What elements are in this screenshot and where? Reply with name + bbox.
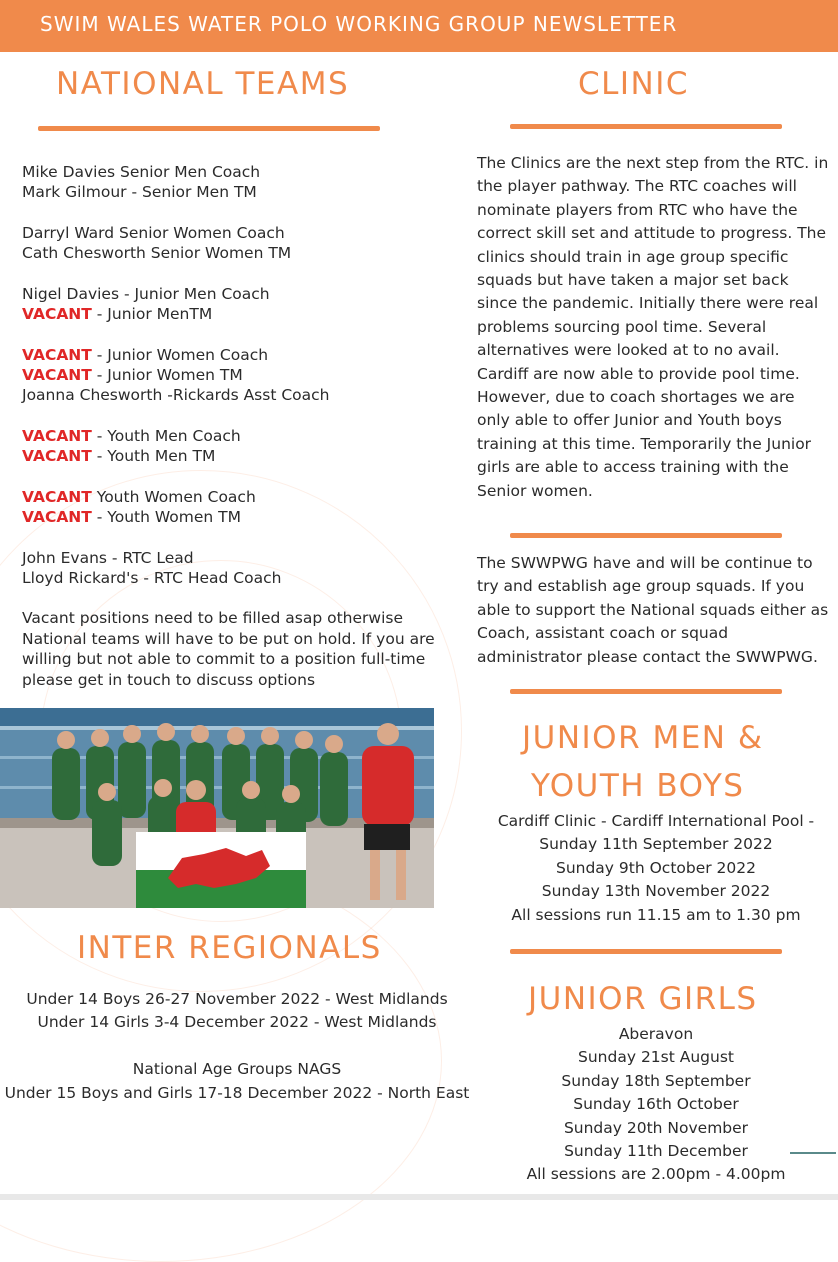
clinic-appeal: The SWWPWG have and will be continue to try and establish age group squads. If you able to support the National squads either as Coach, assistant coach or squad administrator please contact the SWWPWG. xyxy=(477,554,829,666)
staff-line: Darryl Ward Senior Women Coach xyxy=(22,224,285,242)
staff-line: VACANT - Youth Men TM xyxy=(22,447,216,465)
staff-line: VACANT - Junior Women Coach xyxy=(22,346,269,364)
edge-divider xyxy=(790,1152,836,1154)
staff-line: Joanna Chesworth -Rickards Asst Coach xyxy=(22,386,330,404)
staff-line: Lloyd Rickard's - RTC Head Coach xyxy=(22,569,282,587)
newsletter-banner xyxy=(0,0,838,52)
clinic-description: The Clinics are the next step from the RTC. in the player pathway. The RTC coaches will nominate players from RTC who have the correct skill set and attitude to progress. The clinics should train in age group specific squads but have taken a major set back since the pandemic. Initially there were real problems sourcing pool time. Several alternatives were looked at to no avail. Cardiff are now able to provide pool time. However, due to coach shortages we are only able to offer Junior and Youth boys training at this time. Temporarily the Junior girls are able to access training with the Senior women. xyxy=(477,154,829,500)
junior-men-heading-line2: YOUTH BOYS xyxy=(531,768,745,804)
inter-regionals-body: Under 14 Boys 26-27 November 2022 - West Midlands Under 14 Girls 3-4 December 2022 - West Midlands National Age Groups NAGS Under 15 Boys and Girls 17-18 December 2022 - North East xyxy=(4,990,470,1102)
staff-line: John Evans - RTC Lead xyxy=(22,549,194,567)
junior-girls-rule xyxy=(510,949,782,954)
team-photo-illustration xyxy=(0,708,434,908)
national-teams-heading: NATIONAL TEAMS xyxy=(56,66,350,102)
junior-men-schedule: Cardiff Clinic - Cardiff International Pool - Sunday 11th September 2022 Sunday 9th October 2022 Sunday 13th November 2022 All sessions run 11.15 am to 1.30 pm xyxy=(497,812,815,924)
staff-line: Mark Gilmour - Senior Men TM xyxy=(22,183,257,201)
newsletter-title: SWIM WALES WATER POLO WORKING GROUP NEWSLETTER xyxy=(40,12,678,36)
staff-line: VACANT - Youth Women TM xyxy=(22,508,241,526)
staff-line: VACANT - Youth Men Coach xyxy=(22,427,241,445)
junior-girls-heading: JUNIOR GIRLS xyxy=(528,981,758,1017)
staff-line: Mike Davies Senior Men Coach xyxy=(22,163,261,181)
inter-regionals-heading: INTER REGIONALS xyxy=(77,930,382,966)
staff-line: Nigel Davies - Junior Men Coach xyxy=(22,285,270,303)
staff-line: VACANT - Junior MenTM xyxy=(22,305,213,323)
national-teams-rule xyxy=(38,126,380,131)
clinic-rule xyxy=(510,124,782,129)
clinic-divider-rule xyxy=(510,533,782,538)
page-bottom-edge xyxy=(0,1194,838,1200)
staff-line: VACANT - Junior Women TM xyxy=(22,366,243,384)
junior-men-rule xyxy=(510,689,782,694)
staff-line: Cath Chesworth Senior Women TM xyxy=(22,244,292,262)
team-photo xyxy=(0,708,434,908)
junior-men-heading-line1: JUNIOR MEN & xyxy=(522,720,764,756)
staff-line: VACANT Youth Women Coach xyxy=(22,488,256,506)
junior-girls-schedule: Aberavon Sunday 21st August Sunday 18th September Sunday 16th October Sunday 20th November Sunday 11th December All sessions are 2.00pm - 4.00pm xyxy=(526,1025,786,1184)
clinic-heading: CLINIC xyxy=(578,66,690,102)
vacancy-note: Vacant positions need to be filled asap otherwise National teams will have to be put on hold. If you are willing but not able to commit to a position full-time please get in touch to discuss options xyxy=(22,609,435,689)
